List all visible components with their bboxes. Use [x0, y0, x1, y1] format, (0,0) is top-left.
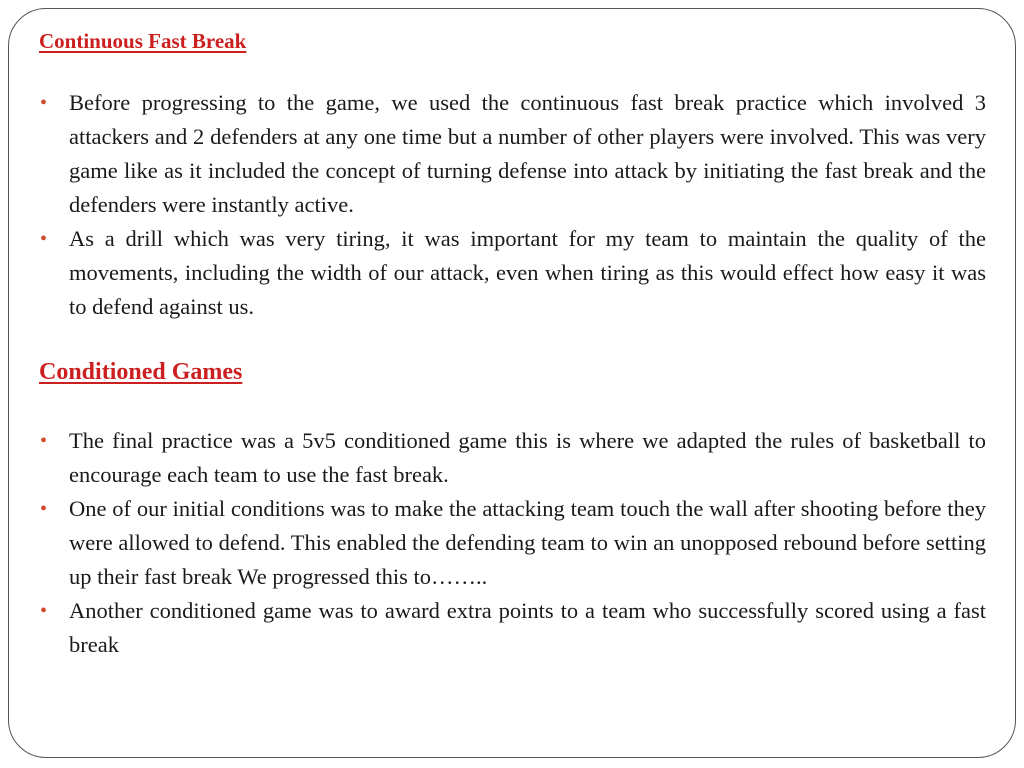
bullet-icon: •: [40, 600, 48, 622]
section-heading-conditioned-games: Conditioned Games: [39, 359, 243, 385]
bullet-text: One of our initial conditions was to make the attacking team touch the wall after shooting before they were allowed to defend. This enabled the defending team to win an unopposed rebound before setting up their fast break We progressed this to……..: [69, 496, 986, 589]
bullet-icon: •: [40, 430, 48, 452]
bullet-item: [39, 86, 986, 222]
bullet-text: Another conditioned game was to award extra points to a team who successfully scored using a fast break: [69, 598, 986, 657]
bullet-list-conditioned-games: [39, 424, 986, 662]
bullet-icon: •: [40, 228, 48, 250]
bullet-item: [39, 424, 986, 492]
section-heading-continuous-fast-break: Continuous Fast Break: [39, 29, 247, 53]
bullet-text: Before progressing to the game, we used the continuous fast break practice which involved 3 attackers and 2 defenders at any one time but a number of other players were involved. This was very game like as it included the concept of turning defense into attack by initiating the fast break and the defenders were instantly active.: [69, 90, 986, 217]
bullet-item: [39, 222, 986, 324]
bullet-icon: •: [40, 92, 48, 114]
bullet-text: As a drill which was very tiring, it was important for my team to maintain the quality of the movements, including the width of our attack, even when tiring as this would effect how easy it was to defend against us.: [69, 226, 986, 319]
bullet-list-fast-break: [39, 86, 986, 324]
bullet-icon: •: [40, 498, 48, 520]
slide-content: [39, 26, 986, 662]
bullet-text: The final practice was a 5v5 conditioned game this is where we adapted the rules of basketball to encourage each team to use the fast break.: [69, 428, 986, 487]
bullet-item: [39, 492, 986, 594]
bullet-item: [39, 594, 986, 662]
